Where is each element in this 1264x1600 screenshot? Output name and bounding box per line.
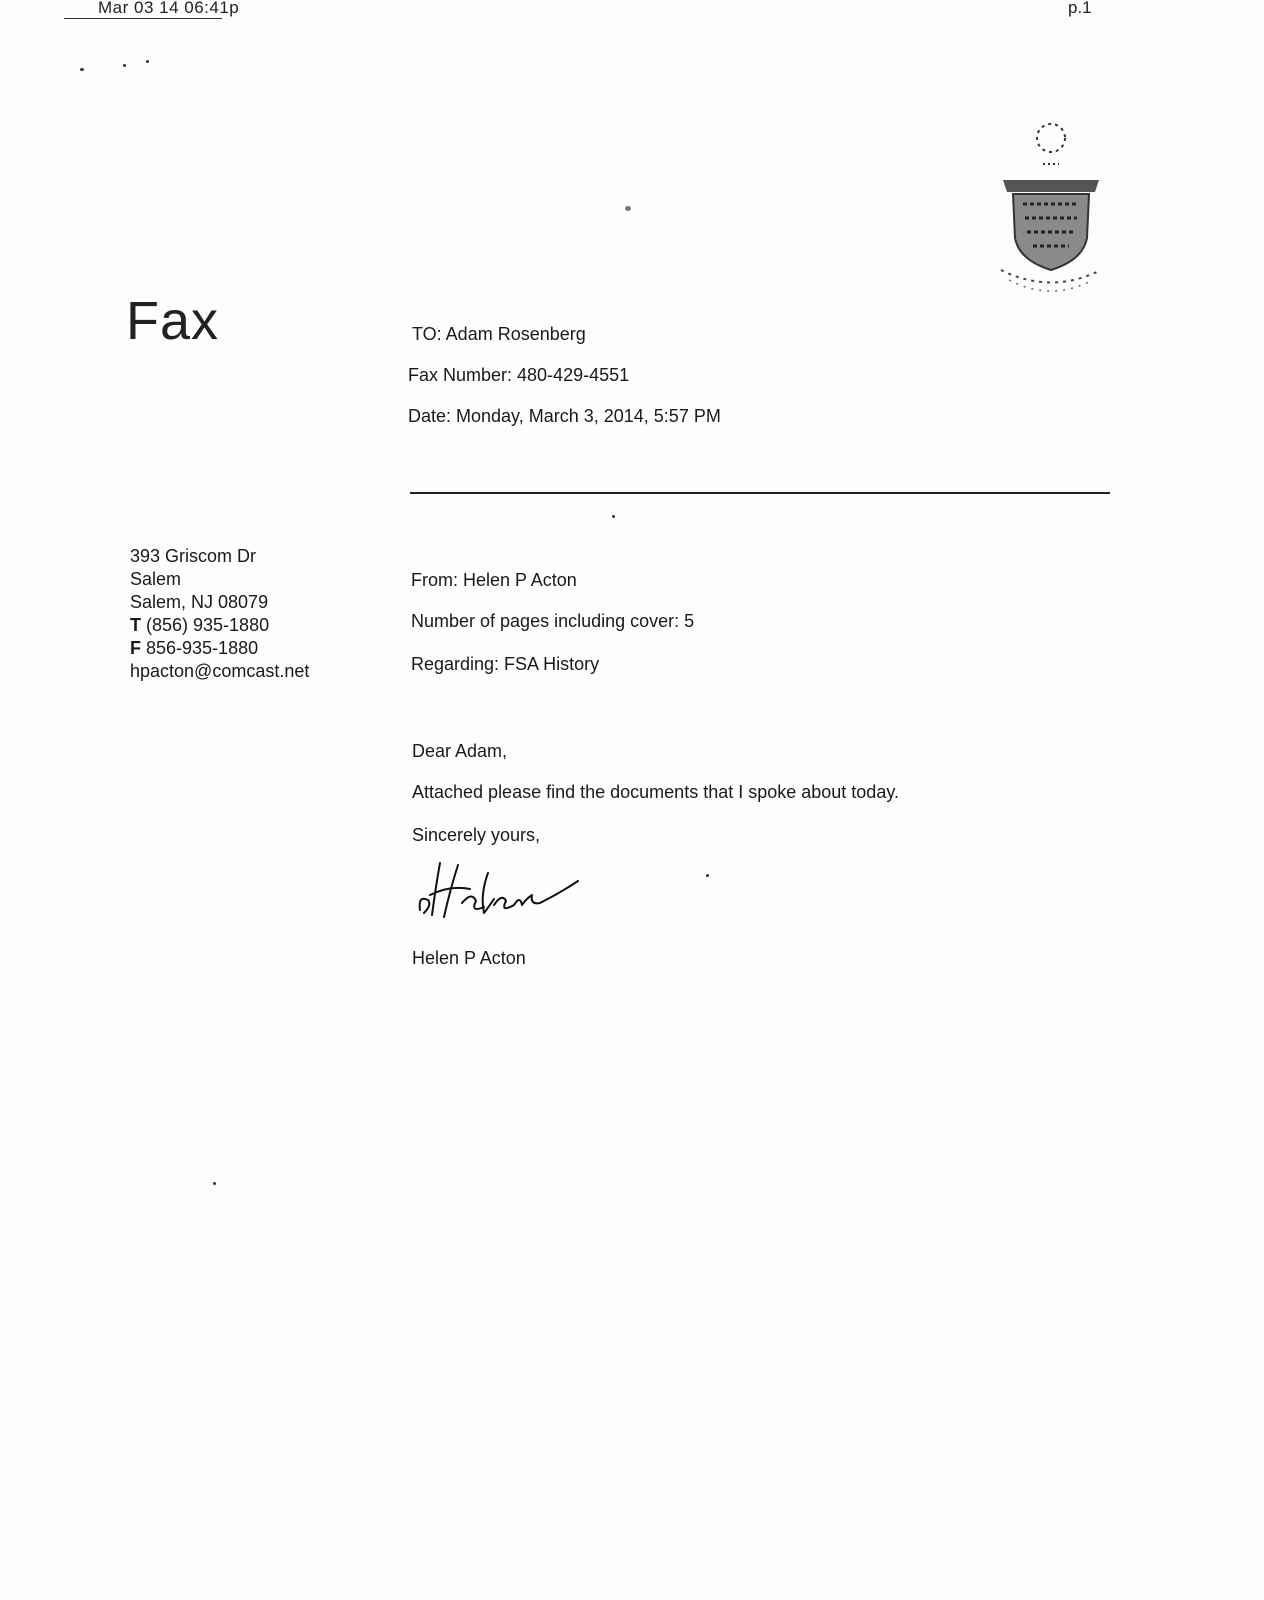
scan-speck — [706, 874, 709, 877]
fax-number: 856-935-1880 — [141, 638, 259, 658]
page-count: Number of pages including cover: 5 — [411, 611, 695, 631]
regarding: Regarding: FSA History — [411, 654, 600, 674]
scan-speck — [213, 1182, 216, 1185]
scan-speck — [123, 64, 126, 67]
letter-body: Attached please find the documents that I spoke about today. — [412, 782, 899, 802]
scan-speck — [80, 68, 84, 71]
recipient-to: TO: Adam Rosenberg — [412, 324, 586, 344]
header-underline — [64, 18, 222, 19]
crest-emblem-icon — [995, 120, 1107, 300]
closing: Sincerely yours, — [412, 825, 541, 845]
sender-from: From: Helen P Acton — [411, 570, 577, 590]
address-fax-line — [130, 637, 309, 660]
scan-speck — [146, 60, 149, 63]
scan-speck — [625, 206, 631, 211]
salutation: Dear Adam, — [412, 741, 508, 761]
handwritten-signature — [410, 855, 590, 925]
sender-address-block — [130, 545, 309, 683]
address-street: 393 Griscom Dr — [130, 546, 257, 566]
signer-name: Helen P Acton — [412, 948, 526, 968]
fax-label: F — [130, 638, 141, 658]
fax-date: Date: Monday, March 3, 2014, 5:57 PM — [408, 406, 721, 426]
document-title: Fax — [126, 291, 220, 351]
address-city: Salem — [130, 569, 182, 589]
phone-number: (856) 935-1880 — [141, 615, 270, 635]
address-city-state-zip: Salem, NJ 08079 — [130, 592, 269, 612]
section-divider — [410, 492, 1110, 494]
address-email: hpacton@comcast.net — [130, 661, 310, 681]
recipient-fax-number: Fax Number: 480-429-4551 — [408, 365, 630, 385]
scan-speck — [612, 515, 615, 518]
address-phone-line — [130, 614, 309, 637]
fax-transmission-timestamp: Mar 03 14 06:41p — [98, 0, 240, 17]
phone-label: T — [130, 615, 141, 635]
page-number: p.1 — [1068, 0, 1092, 17]
